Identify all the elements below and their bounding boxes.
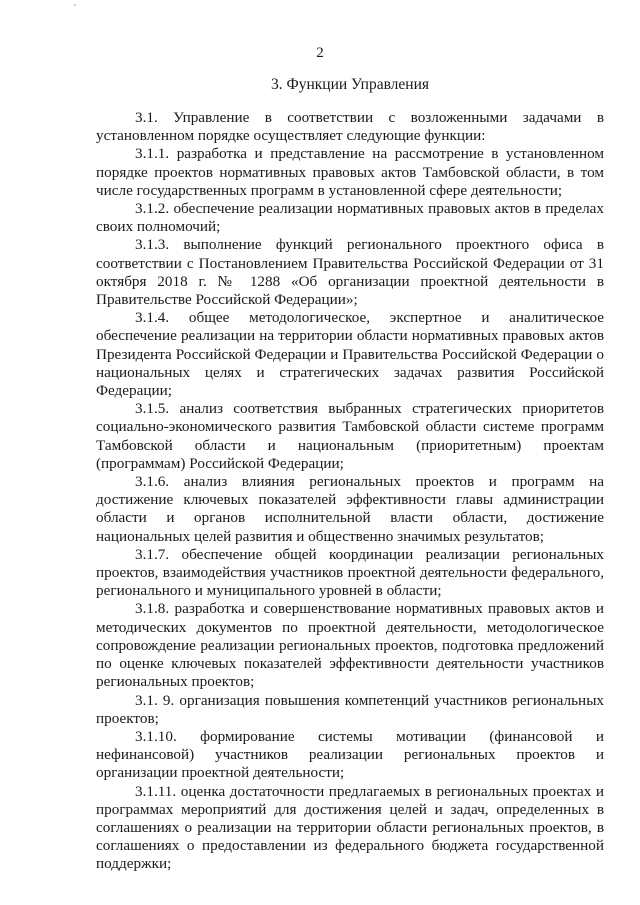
paragraph-3-1-7: 3.1.7. обеспечение общей координации реализации региональных проектов, взаимодействия участников проектной деятельности федерального, регионального и муниципального уровней в области;: [96, 545, 604, 600]
paragraph-3-1-6: 3.1.6. анализ влияния региональных проектов и программ на достижение ключевых показателей эффективности главы администрации области и органов исполнительной власти области, достижение национальных целей развития и общественно значимых результатов;: [96, 473, 604, 545]
paragraph-3-1-4: 3.1.4. общее методологическое, экспертное и аналитическое обеспечение реализации на территории области нормативных правовых актов Президента Российской Федерации и Правительства Российской Федерации о национальных целях и стратегических задачах развития Российской Федерации;: [96, 309, 604, 400]
paragraph-3-1-3: 3.1.3. выполнение функций регионального проектного офиса в соответствии с Постановлением Правительства Российской Федерации от 31 октября 2018 г. № 1288 «Об организации проектной деятельности в Правительстве Российской Федерации»;: [96, 236, 604, 309]
paragraph-3-1-1: 3.1.1. разработка и представление на рассмотрение в установленном порядке проектов нормативных правовых актов Тамбовской области, в том числе государственных программ в установленной сфере деятельности;: [96, 145, 604, 199]
page-number: 2: [316, 45, 324, 61]
paragraph-3-1-10: 3.1.10. формирование системы мотивации (финансовой и нефинансовой) участников реализации региональных проектов и организации проектной деятельности;: [96, 727, 604, 782]
section-title: 3. Функции Управления: [270, 76, 430, 93]
paragraph-3-1-9: 3.1. 9. организация повышения компетенций участников региональных проектов;: [96, 691, 604, 727]
paragraph-3-1-11: 3.1.11. оценка достаточности предлагаемых в региональных проектах и программах мероприятий для достижения целей и задач, определенных в соглашениях о реализации на территории области региональных проектов, в соглашениях о предоставлении из федерального бюджета государственной поддержки;: [96, 782, 604, 873]
paragraph-3-1-5: 3.1.5. анализ соответствия выбранных стратегических приоритетов социально-экономического развития Тамбовской области системе программ Тамбовской области и национальным (приоритетным) проектам (программам) Российской Федерации;: [96, 400, 604, 472]
paragraph-3-1-2: 3.1.2. обеспечение реализации нормативных правовых актов в пределах своих полномочий;: [96, 200, 604, 236]
scan-artifact: [74, 4, 76, 6]
paragraph-3-1: 3.1. Управление в соответствии с возложенными задачами в установленном порядке осуществляет следующие функции:: [96, 109, 604, 145]
body-text: [96, 109, 604, 874]
paragraph-3-1-8: 3.1.8. разработка и совершенствование нормативных правовых актов и методических документов по проектной деятельности, методологическое сопровождение реализации региональных проектов, подготовка предложений по оценке ключевых показателей эффективности деятельности участников региональных проектов;: [96, 600, 604, 691]
